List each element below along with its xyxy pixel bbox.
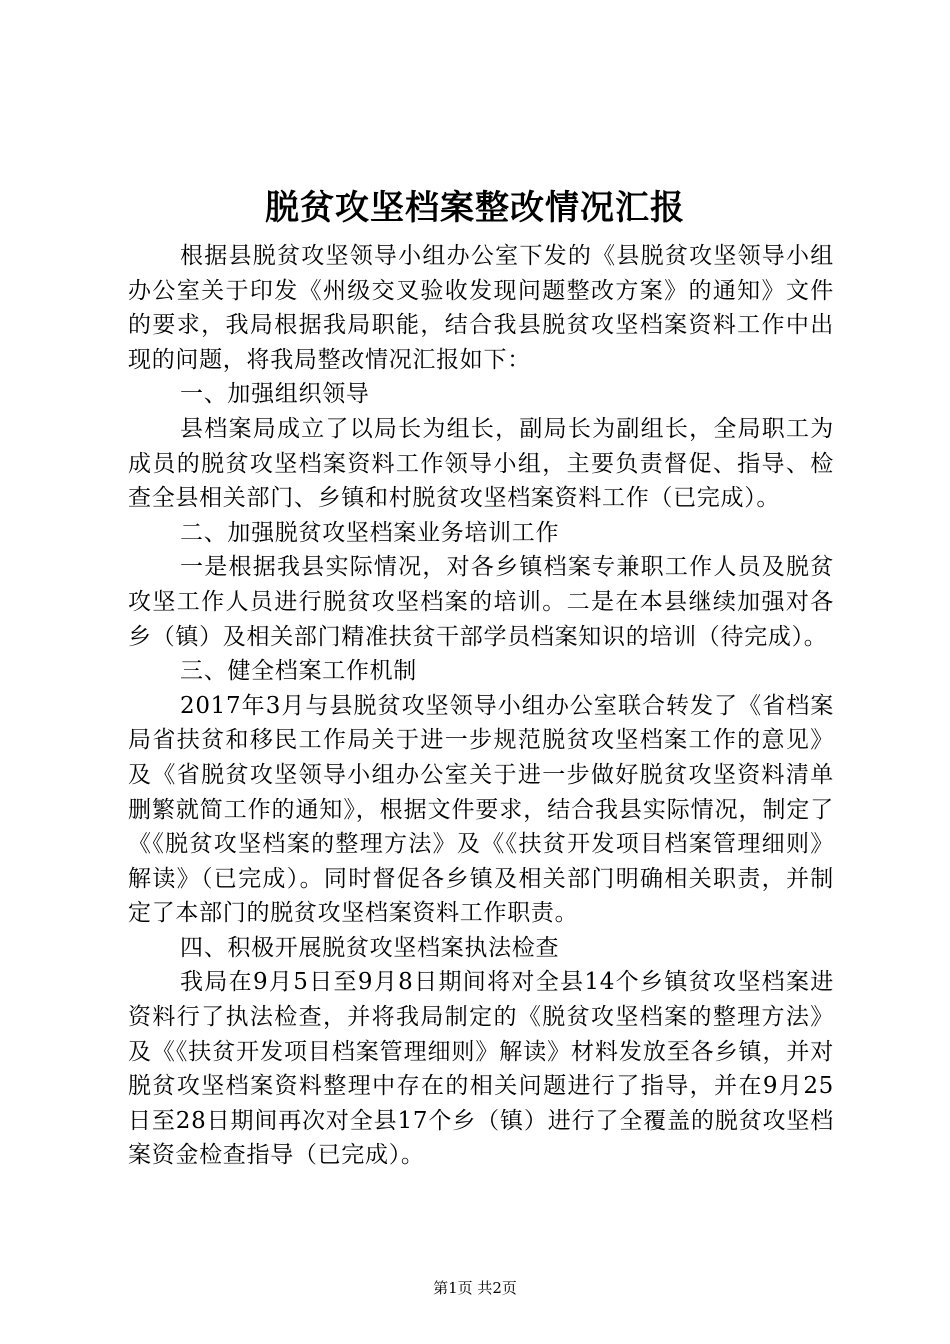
section-heading-3: 三、健全档案工作机制 — [180, 658, 417, 685]
section-paragraph-4: 我局在9月5日至9月8日期间将对全县14个乡镇贫攻坚档案进资料行了执法检查，并将我局制定的《脱贫攻坚档案的整理方法》及《《扶贫开发项目档案管理细则》解读》材料发放至各乡镇，并对脱贫攻坚档案资料整理中存在的相关问题进行了指导，并在9月25日至28日期间再次对全县17个乡（镇）进行了全覆盖的脱贫攻坚档案资金检查指导（已完成）。 — [128, 969, 834, 1169]
section-paragraph-3: 2017年3月与县脱贫攻坚领导小组办公室联合转发了《省档案局省扶贫和移民工作局关于进一步规范脱贫攻坚档案工作的意见》及《省脱贫攻坚领导小组办公室关于进一步做好脱贫攻坚资料清单删繁就简工作的通知》，根据文件要求，结合我县实际情况，制定了《《脱贫攻坚档案的整理方法》及《《扶贫开发项目档案管理细则》解读》（已完成）。同时督促各乡镇及相关部门明确相关职责，并制定了本部门的脱贫攻坚档案资料工作职责。 — [128, 692, 834, 927]
section-paragraph-2: 一是根据我县实际情况，对各乡镇档案专兼职工作人员及脱贫攻坚工作人员进行脱贫攻坚档案的培训。二是在本县继续加强对各乡（镇）及相关部门精准扶贫干部学员档案知识的培训（待完成）。 — [128, 554, 834, 650]
section-heading-4: 四、积极开展脱贫攻坚档案执法检查 — [180, 934, 560, 961]
intro-paragraph: 根据县脱贫攻坚领导小组办公室下发的《县脱贫攻坚领导小组办公室关于印发《州级交叉验收发现问题整改方案》的通知》文件的要求，我局根据我局职能，结合我县脱贫攻坚档案资料工作中出现的问题，将我局整改情况汇报如下： — [128, 243, 834, 373]
section-paragraph-1: 县档案局成立了以局长为组长，副局长为副组长，全局职工为成员的脱贫攻坚档案资料工作领导小组，主要负责督促、指导、检查全县相关部门、乡镇和村脱贫攻坚档案资料工作（已完成）。 — [128, 415, 834, 512]
document-body — [128, 239, 834, 1173]
document-title: 脱贫攻坚档案整改情况汇报 — [265, 188, 685, 228]
section-heading-1: 一、加强组织领导 — [180, 381, 370, 408]
page-number-footer: 第1页 共2页 — [433, 1279, 517, 1297]
section-heading-2: 二、加强脱贫攻坚档案业务培训工作 — [180, 519, 560, 546]
